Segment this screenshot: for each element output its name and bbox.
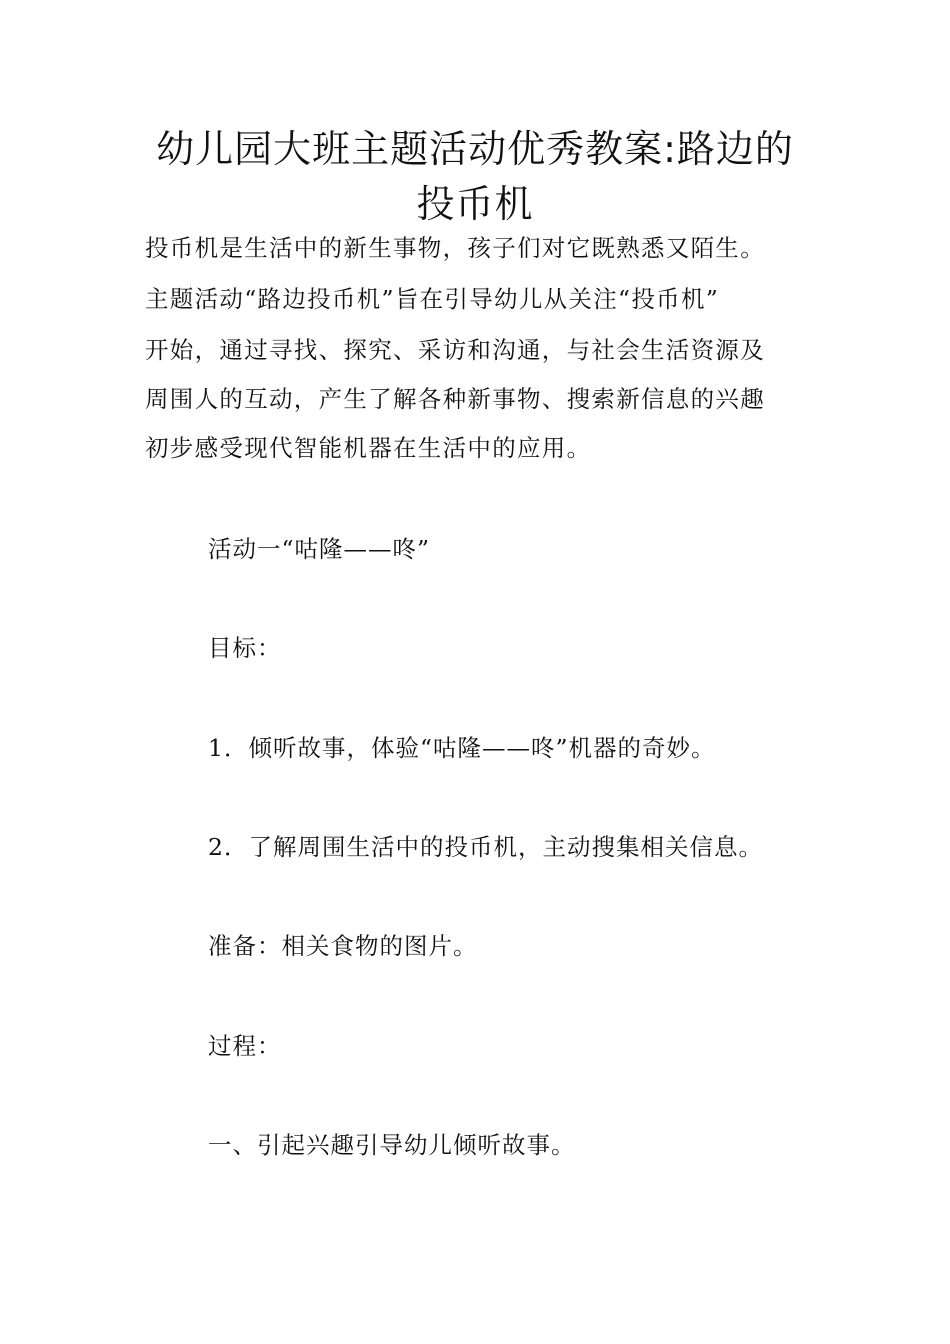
intro-line-2: 主题活动“路边投币机”旨在引导幼儿从关注“投币机” [145,285,720,313]
preparation-text: 准备：相关食物的图片。 [208,932,478,960]
goal-item-1: 1．倾听故事，体验“咕隆——咚”机器的奇妙。 [208,734,716,762]
document-title-line-2: 投币机 [416,182,534,226]
intro-line-4: 周围人的互动，产生了解各种新事物、搜索新信息的兴趣 [145,385,765,413]
process-label: 过程： [208,1032,282,1060]
goals-label: 目标： [208,634,282,662]
document-title-line-1: 幼儿园大班主题活动优秀教案:路边的 [156,127,794,171]
goal-item-2: 2．了解周围生活中的投币机，主动搜集相关信息。 [208,833,763,861]
process-step-1: 一、引起兴趣引导幼儿倾听故事。 [208,1131,576,1159]
intro-line-1: 投币机是生活中的新生事物，孩子们对它既熟悉又陌生。 [145,234,765,262]
intro-line-3: 开始，通过寻找、探究、采访和沟通，与社会生活资源及 [145,336,765,364]
intro-line-5: 初步感受现代智能机器在生活中的应用。 [145,434,592,462]
activity-heading: 活动一“咕隆——咚” [208,535,431,563]
